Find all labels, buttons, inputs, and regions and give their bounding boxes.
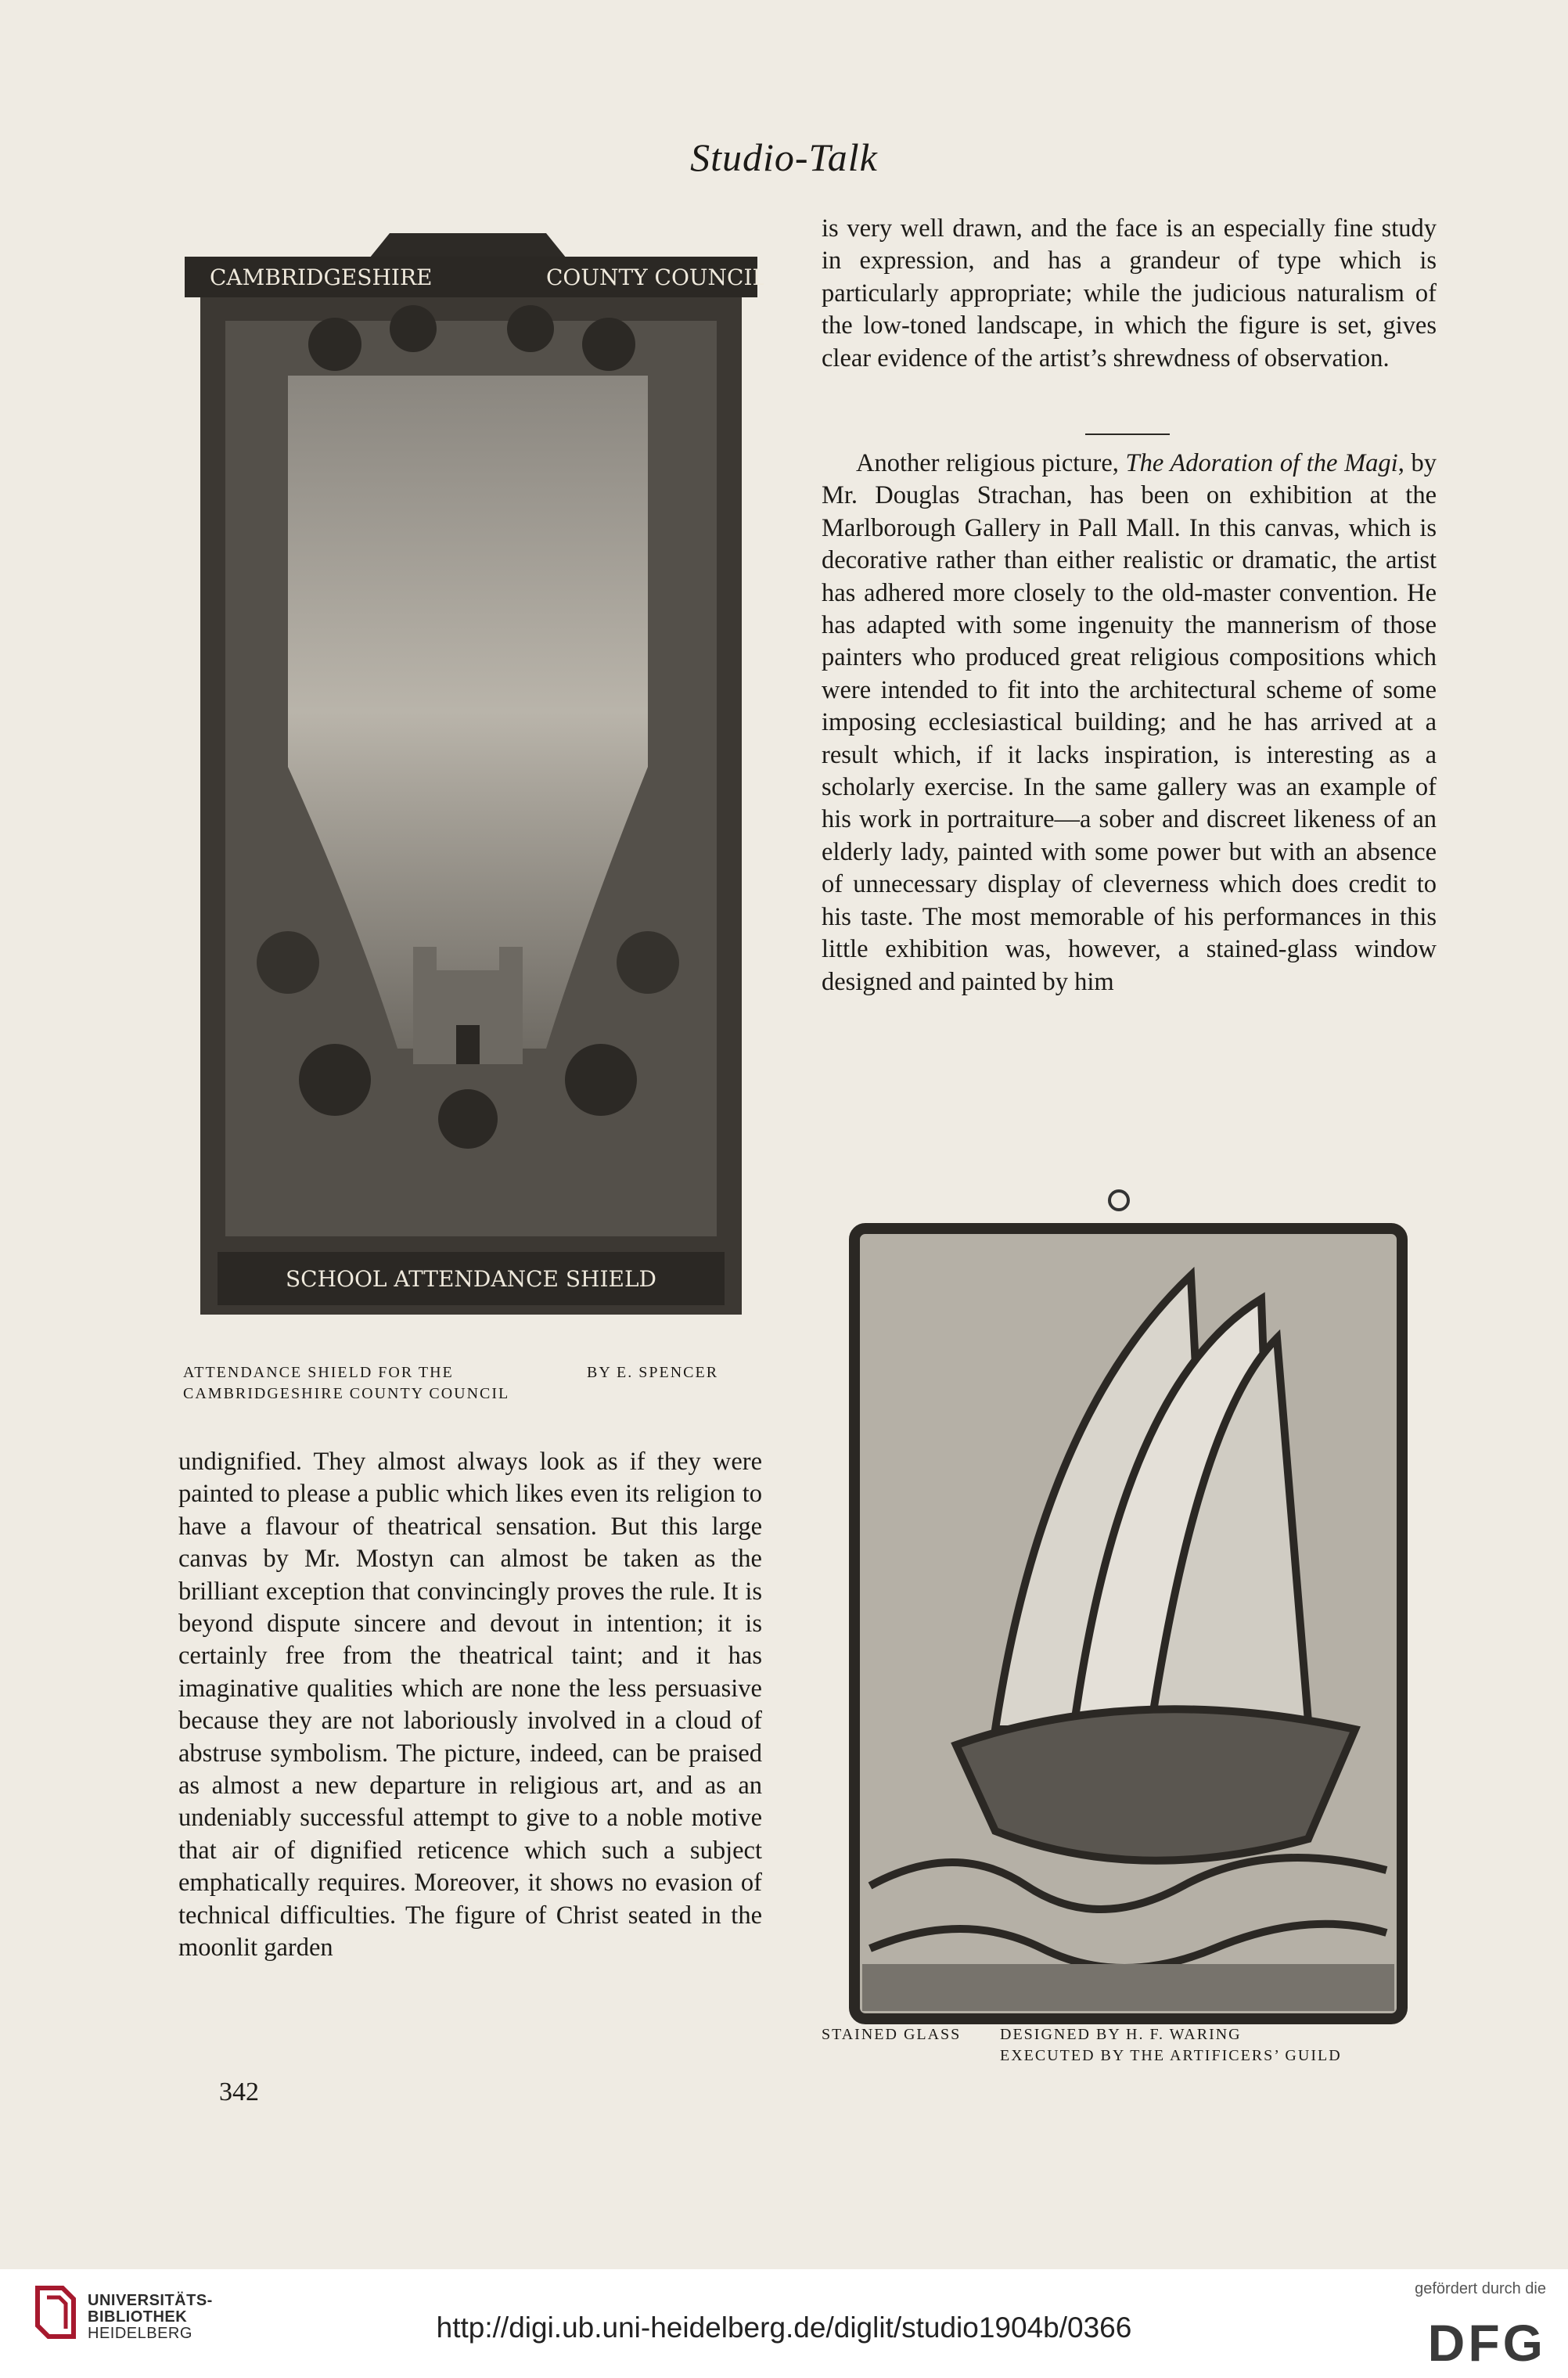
shield-caption-credit: BY E. SPENCER [587, 1364, 719, 1381]
shield-illustration [178, 219, 764, 1334]
paragraph: is very well drawn, and the face is an especially fine study in expression, and has a grandeur of type which is particularly appropriate; while the judicious naturalism of the low-toned landscape, in which the figure is set, gives clear evidence of the artist’s shrewdness of observation. [822, 214, 1437, 372]
section-divider [1085, 434, 1170, 435]
attendance-shield-image [178, 219, 764, 1334]
caption-line: CAMBRIDGESHIRE COUNTY COUNCIL [183, 1385, 510, 1402]
paragraph: undignified. They almost always look as if they were painted to please a public which likes even its religion to have a flavour of theatrical sensation. But this large canvas by Mr. Mostyn can almost be taken as the brilliant exception that convincingly proves the rule. It is beyond dispute sincere and devout in intention; it is certainly free from the theatrical taint; and it has imaginative qualities which are none the less persuasive because they are not laboriously involved in a cloud of abstruse symbolism. The picture, indeed, can be praised as almost a new departure in religious art, and as an undeniably successful attempt to give to a noble motive that air of dignified reticence which such a subject emphatically requires. Moreover, it shows no evasion of technical difficulties. The figure of Christ seated in the moonlit garden [178, 1448, 762, 1962]
bottom-banner-text: SCHOOL ATTENDANCE SHIELD [285, 1266, 657, 1292]
source-url-link[interactable]: http://digi.ub.uni-heidelberg.de/diglit/studio1904b/0366 [436, 2311, 1132, 2344]
banner-left-text: CAMBRIDGESHIRE [210, 264, 433, 290]
library-line: HEIDELBERG [88, 2325, 192, 2342]
library-line: UNIVERSITÄTS- [88, 2292, 213, 2309]
caption-line: DESIGNED BY H. F. WARING [1000, 2026, 1242, 2043]
paragraph [822, 448, 1437, 998]
shield-caption-left [183, 1362, 509, 1405]
page-number: 342 [219, 2078, 259, 2106]
stained-glass-image [839, 1182, 1419, 2034]
glass-caption-left: STAINED GLASS [822, 2026, 962, 2043]
caption-line: EXECUTED BY THE ARTIFICERS’ GUILD [1000, 2047, 1342, 2064]
left-column-text [178, 1446, 762, 1965]
paragraph-text: Another religious picture, [856, 449, 1126, 477]
banner-right-text: COUNTY COUNCIL [546, 264, 764, 290]
paragraph-text: , by Mr. Douglas Strachan, has been on exhibition at the Marlborough Gallery in Pall Mall. In this canvas, which is decorative rather than either realistic or dramatic, the artist has adhered more closely to the old-master convention. He has adapted with some ingenuity the mannerism of those painters who produced great religious compositions which were intended to fit into the architectural scheme of some imposing ecclesiastical building; and he has arrived at a result which, if it lacks inspiration, is interesting as a scholarly exercise. In the same gallery was an example of his work in portraiture—a sober and discreet likeness of an elderly lady, painted with some power but with an absence of unnecessary display of cleverness which does credit to his taste. The most memorable of his performances in this little exhibition was, however, a stained-glass window designed and painted by him [822, 449, 1437, 996]
caption-line: ATTENDANCE SHIELD FOR THE [183, 1364, 454, 1381]
right-column-continuation [822, 213, 1437, 375]
right-column-paragraph [822, 448, 1437, 998]
artwork-title: The Adoration of the Magi [1125, 449, 1398, 477]
funding-note: gefördert durch die [1415, 2280, 1546, 2297]
dfg-logo: DFG [1427, 2314, 1546, 2372]
running-header: Studio-Talk [690, 135, 878, 179]
library-line: BIBLIOTHEK [88, 2308, 188, 2326]
glass-caption-credits [1000, 2024, 1342, 2067]
stained-glass-illustration [839, 1182, 1419, 2034]
digitization-footer [0, 2269, 1568, 2378]
